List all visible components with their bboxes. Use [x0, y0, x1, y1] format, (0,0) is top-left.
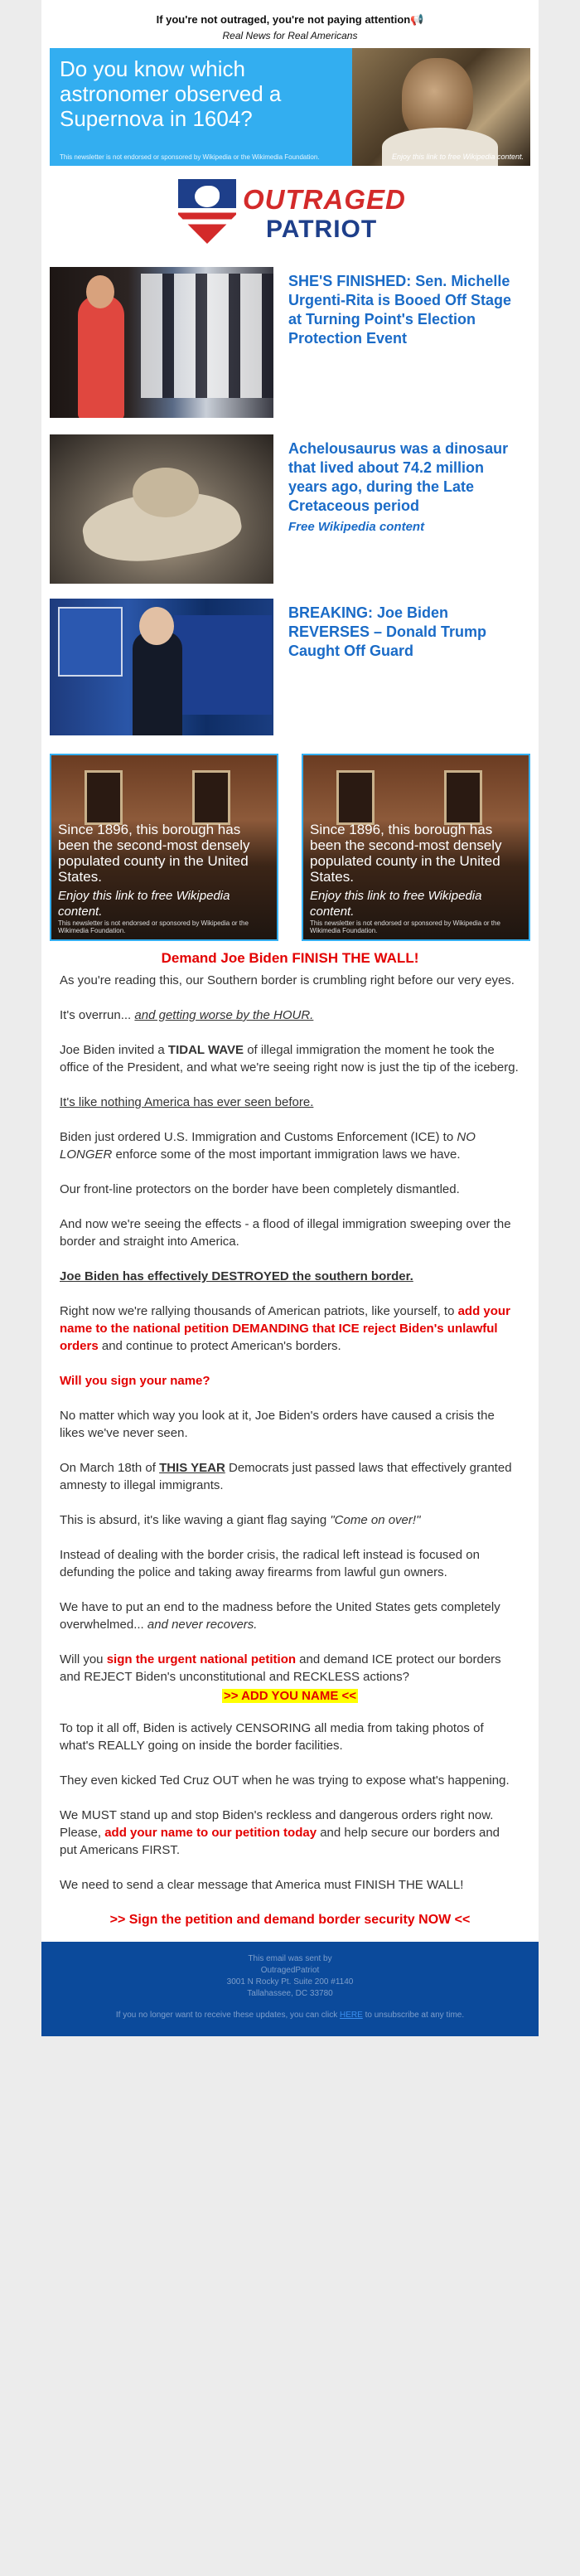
paragraph: This is absurd, it's like waving a giant flag saying "Come on over!": [60, 1513, 421, 1527]
footer-unsubscribe: If you no longer want to receive these updates, you can click HERE to unsubscribe at any time.: [115, 2011, 465, 2020]
wiki-tile-right-link[interactable]: Enjoy this link to free Wikipedia content.: [310, 889, 482, 919]
article-headline-3[interactable]: BREAKING: Joe Biden REVERSES – Donald Trump Caught Off Guard: [288, 604, 487, 659]
wiki-tile-left-text: Since 1896, this borough has been the second-most densely populated county in the United States. Enjoy this link to free Wikipedia content.: [58, 822, 270, 919]
paragraph: It's overrun... and getting worse by the HOUR.: [60, 1008, 314, 1022]
article-headline-2[interactable]: [273, 434, 530, 536]
paragraph: We need to send a clear message that America must FINISH THE WALL!: [60, 1878, 464, 1892]
preheader-subtitle: Real News for Real Americans: [222, 30, 358, 41]
paragraph: We have to put an end to the madness before the United States gets completely overwhelmed... and never recovers.: [60, 1600, 500, 1632]
logo-word-top: OUTRAGED: [243, 184, 406, 215]
wiki-tile-right[interactable]: [302, 754, 530, 941]
article-image-senator[interactable]: [50, 267, 273, 418]
paragraph: No matter which way you look at it, Joe Biden's orders have caused a crisis the likes we've never seen.: [60, 1409, 495, 1440]
paragraph: Right now we're rallying thousands of American patriots, like yourself, to add your name to the national petition DEMANDING that ICE reject Biden's unlawful orders and continue to protect American's borders.: [60, 1304, 510, 1353]
astronomer-portrait: [352, 48, 530, 166]
logo-word-bottom: PATRIOT: [266, 216, 378, 243]
article-image-biden[interactable]: [50, 599, 273, 735]
article-row-2[interactable]: [50, 434, 530, 584]
wiki-tile-right-text: Since 1896, this borough has been the second-most densely populated county in the United States. Enjoy this link to free Wikipedia content.: [310, 822, 522, 919]
paragraph: To top it all off, Biden is actively CENSORING all media from taking photos of what's REALLY going on inside the border facilities.: [60, 1721, 484, 1753]
wikipedia-tiles: [50, 754, 530, 941]
article-headline-2-sub[interactable]: Free Wikipedia content: [288, 520, 425, 534]
sign-petition-link[interactable]: >> Sign the petition and demand border security NOW <<: [109, 1913, 471, 1927]
article-image-dinosaur[interactable]: [50, 434, 273, 584]
banner-question: Do you know which astronomer observed a Supernova in 1604?: [60, 56, 282, 131]
demand-title[interactable]: Demand Joe Biden FINISH THE WALL!: [161, 950, 419, 966]
footer-city: Tallahassee, DC 33780: [247, 1989, 333, 1998]
unsubscribe-link[interactable]: HERE: [340, 2011, 363, 2020]
paragraph: They even kicked Ted Cruz OUT when he was trying to expose what's happening.: [60, 1773, 510, 1788]
wiki-tile-right-disclaimer: This newsletter is not endorsed or sponsored by Wikipedia or the Wikimedia Foundation.: [310, 919, 500, 934]
paragraph: On March 18th of THIS YEAR Democrats just passed laws that effectively granted amnesty to illegal immigrants.: [60, 1461, 512, 1492]
preheader-tagline: If you're not outraged, you're not paying attention📢: [156, 13, 424, 26]
paragraph: And now we're seeing the effects - a flood of illegal immigration sweeping over the border and straight into America.: [60, 1217, 511, 1249]
email-container: [41, 0, 539, 2036]
outraged-patriot-logo[interactable]: [178, 176, 406, 247]
paragraph: It's like nothing America has ever seen before.: [60, 1095, 314, 1109]
paragraph: Joe Biden has effectively DESTROYED the southern border.: [60, 1269, 413, 1283]
footer-sender: OutragedPatriot: [260, 1966, 320, 1975]
add-name-button[interactable]: >> ADD YOU NAME <<: [223, 1689, 357, 1703]
wiki-tile-left-disclaimer: This newsletter is not endorsed or sponsored by Wikipedia or the Wikimedia Foundation.: [58, 919, 249, 934]
wiki-tile-left-link[interactable]: Enjoy this link to free Wikipedia content.: [58, 889, 230, 919]
add-name-link[interactable]: add your name to our petition today: [104, 1826, 317, 1840]
paragraph: Our front-line protectors on the border have been completely dismantled.: [60, 1182, 460, 1196]
wiki-tile-left[interactable]: [50, 754, 278, 941]
paragraph: Will you sign the urgent national petition and demand ICE protect our borders and REJECT Biden's unconstitutional and RECKLESS actions?: [60, 1652, 501, 1684]
eagle-icon: [195, 186, 220, 207]
article-row-1[interactable]: [50, 267, 530, 418]
footer-address: 3001 N Rocky Pt. Suite 200 #1140: [226, 1977, 354, 1987]
banner-disclaimer: This newsletter is not endorsed or sponsored by Wikipedia or the Wikimedia Foundation.: [60, 153, 320, 161]
paragraph: Joe Biden invited a TIDAL WAVE of illegal immigration the moment he took the office of the President, and what we're seeing right now is just the tip of the iceberg.: [60, 1043, 519, 1075]
paragraph: We MUST stand up and stop Biden's reckless and dangerous orders right now. Please, add your name to our petition today and help secure our borders and put Americans FIRST.: [60, 1808, 500, 1857]
paragraph: As you're reading this, our Southern border is crumbling right before our very eyes.: [60, 973, 515, 987]
email-body: [60, 949, 520, 1928]
email-footer: [41, 1942, 539, 2036]
petition-link[interactable]: add your name to the national petition DEMANDING that ICE reject Biden's unlawful orders: [60, 1304, 510, 1353]
wikipedia-banner-ad[interactable]: [50, 48, 530, 166]
article-headline-1[interactable]: SHE'S FINISHED: Sen. Michelle Urgenti-Rita is Booed Off Stage at Turning Point's Election Protection Event: [288, 273, 512, 347]
sign-question[interactable]: Will you sign your name?: [60, 1374, 210, 1388]
article-row-3[interactable]: [50, 599, 530, 735]
urgent-petition-link[interactable]: sign the urgent national petition: [106, 1652, 297, 1666]
paragraph: Biden just ordered U.S. Immigration and Customs Enforcement (ICE) to NO LONGER enforce some of the most important immigration laws we have.: [60, 1130, 476, 1162]
footer-line: This email was sent by: [248, 1954, 332, 1963]
article-headline-2-text[interactable]: Achelousaurus was a dinosaur that lived about 74.2 million years ago, during the Late Cretaceous period: [288, 440, 509, 514]
paragraph: Instead of dealing with the border crisis, the radical left instead is focused on defunding the police and taking away firearms from lawful gun owners.: [60, 1548, 480, 1579]
banner-wiki-link[interactable]: Enjoy this link to free Wikipedia content.: [392, 153, 524, 161]
